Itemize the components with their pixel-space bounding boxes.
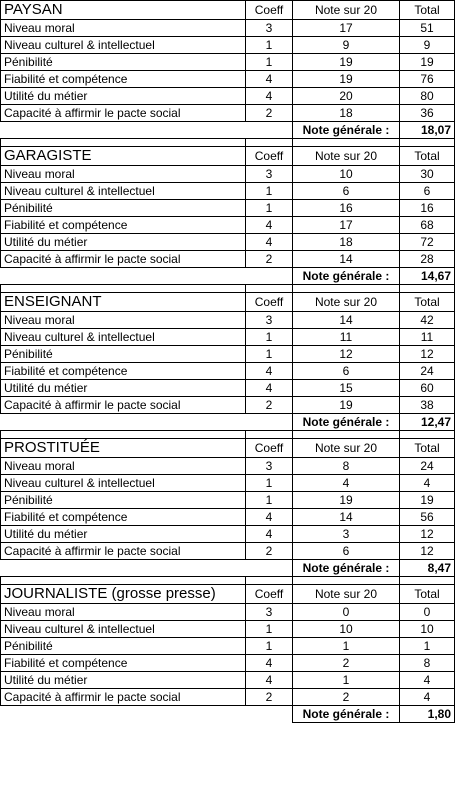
note-cell[interactable]: 1	[293, 672, 400, 689]
total-cell[interactable]: 51	[400, 20, 455, 37]
coeff-cell[interactable]: 4	[246, 217, 293, 234]
section-header-row	[1, 293, 455, 312]
total-cell[interactable]: 11	[400, 329, 455, 346]
criterion-label-cell[interactable]: Niveau culturel & intellectuel	[1, 183, 246, 200]
note-cell[interactable]: 6	[293, 183, 400, 200]
general-score-label-cell[interactable]: Note générale :	[293, 560, 400, 577]
criterion-row	[1, 492, 455, 509]
empty-cell[interactable]	[1, 414, 293, 431]
note-cell[interactable]: 14	[293, 251, 400, 268]
criterion-label-cell[interactable]: Capacité à affirmir le pacte social	[1, 397, 246, 414]
criterion-label-cell[interactable]: Fiabilité et compétence	[1, 217, 246, 234]
general-score-row	[1, 122, 455, 139]
general-score-label-cell[interactable]: Note générale :	[293, 706, 400, 723]
note-header-cell[interactable]: Note sur 20	[293, 439, 400, 458]
empty-cell[interactable]	[1, 268, 293, 285]
coeff-cell[interactable]: 1	[246, 200, 293, 217]
total-cell[interactable]: 1	[400, 638, 455, 655]
criterion-row	[1, 183, 455, 200]
section-header-row	[1, 147, 455, 166]
criterion-row	[1, 200, 455, 217]
criterion-row	[1, 458, 455, 475]
empty-cell[interactable]	[1, 706, 293, 723]
criterion-label-cell[interactable]: Utilité du métier	[1, 526, 246, 543]
total-cell[interactable]: 6	[400, 183, 455, 200]
general-score-value-cell[interactable]: 12,47	[400, 414, 455, 431]
section-title-cell[interactable]: GARAGISTE	[1, 147, 246, 166]
total-cell[interactable]: 8	[400, 655, 455, 672]
note-cell[interactable]: 6	[293, 543, 400, 560]
spacer-row	[1, 431, 455, 439]
coeff-cell[interactable]: 1	[246, 346, 293, 363]
note-cell[interactable]: 1	[293, 638, 400, 655]
criterion-label-cell[interactable]: Capacité à affirmir le pacte social	[1, 251, 246, 268]
total-cell[interactable]: 72	[400, 234, 455, 251]
coeff-cell[interactable]: 4	[246, 526, 293, 543]
empty-cell[interactable]	[1, 122, 293, 139]
criterion-label-cell[interactable]: Fiabilité et compétence	[1, 363, 246, 380]
note-cell[interactable]: 20	[293, 88, 400, 105]
criterion-row	[1, 475, 455, 492]
criterion-row	[1, 234, 455, 251]
coeff-cell[interactable]: 3	[246, 166, 293, 183]
total-cell[interactable]: 12	[400, 526, 455, 543]
coeff-cell[interactable]: 4	[246, 88, 293, 105]
criterion-label-cell[interactable]: Pénibilité	[1, 346, 246, 363]
total-cell[interactable]: 36	[400, 105, 455, 122]
criterion-row	[1, 655, 455, 672]
criterion-label-cell[interactable]: Niveau moral	[1, 166, 246, 183]
criterion-row	[1, 346, 455, 363]
criterion-label-cell[interactable]: Pénibilité	[1, 54, 246, 71]
total-header-cell[interactable]: Total	[400, 439, 455, 458]
criterion-row	[1, 105, 455, 122]
total-cell[interactable]: 9	[400, 37, 455, 54]
coeff-cell[interactable]: 4	[246, 655, 293, 672]
coeff-cell[interactable]: 4	[246, 380, 293, 397]
note-cell[interactable]: 9	[293, 37, 400, 54]
criterion-row	[1, 509, 455, 526]
general-score-value-cell[interactable]: 1,80	[400, 706, 455, 723]
criterion-label-cell[interactable]: Niveau moral	[1, 312, 246, 329]
criterion-row	[1, 621, 455, 638]
empty-cell[interactable]	[400, 577, 455, 585]
coeff-cell[interactable]: 3	[246, 20, 293, 37]
section-title-cell[interactable]: PROSTITUÉE	[1, 439, 246, 458]
criterion-row	[1, 380, 455, 397]
empty-cell[interactable]	[1, 431, 246, 439]
general-score-row	[1, 414, 455, 431]
general-score-label-cell[interactable]: Note générale :	[293, 414, 400, 431]
total-cell[interactable]: 24	[400, 458, 455, 475]
total-cell[interactable]: 24	[400, 363, 455, 380]
criterion-label-cell[interactable]: Niveau culturel & intellectuel	[1, 621, 246, 638]
section-header-row	[1, 439, 455, 458]
criterion-label-cell[interactable]: Fiabilité et compétence	[1, 509, 246, 526]
criterion-label-cell[interactable]: Niveau culturel & intellectuel	[1, 475, 246, 492]
empty-cell[interactable]	[1, 285, 246, 293]
note-header-cell[interactable]: Note sur 20	[293, 293, 400, 312]
criterion-row	[1, 312, 455, 329]
general-score-label-cell[interactable]: Note générale :	[293, 122, 400, 139]
total-cell[interactable]: 42	[400, 312, 455, 329]
note-cell[interactable]: 14	[293, 312, 400, 329]
general-score-row	[1, 560, 455, 577]
criterion-label-cell[interactable]: Utilité du métier	[1, 88, 246, 105]
criterion-label-cell[interactable]: Niveau culturel & intellectuel	[1, 37, 246, 54]
criterion-row	[1, 638, 455, 655]
total-cell[interactable]: 68	[400, 217, 455, 234]
criterion-label-cell[interactable]: Niveau culturel & intellectuel	[1, 329, 246, 346]
section-header-row	[1, 1, 455, 20]
total-cell[interactable]: 60	[400, 380, 455, 397]
criterion-row	[1, 604, 455, 621]
note-cell[interactable]: 18	[293, 234, 400, 251]
criterion-row	[1, 37, 455, 54]
coeff-header-cell[interactable]: Coeff	[246, 585, 293, 604]
criterion-label-cell[interactable]: Capacité à affirmir le pacte social	[1, 543, 246, 560]
total-cell[interactable]: 10	[400, 621, 455, 638]
total-cell[interactable]: 80	[400, 88, 455, 105]
criterion-label-cell[interactable]: Niveau moral	[1, 20, 246, 37]
coeff-cell[interactable]: 2	[246, 251, 293, 268]
empty-cell[interactable]	[246, 285, 293, 293]
criterion-row	[1, 20, 455, 37]
note-cell[interactable]: 18	[293, 105, 400, 122]
total-cell[interactable]: 19	[400, 492, 455, 509]
criterion-row	[1, 543, 455, 560]
coeff-cell[interactable]: 1	[246, 492, 293, 509]
criterion-label-cell[interactable]: Niveau moral	[1, 604, 246, 621]
note-cell[interactable]: 10	[293, 166, 400, 183]
coeff-cell[interactable]: 1	[246, 621, 293, 638]
section-title-cell[interactable]: ENSEIGNANT	[1, 293, 246, 312]
total-cell[interactable]: 19	[400, 54, 455, 71]
empty-cell[interactable]	[246, 577, 293, 585]
criterion-row	[1, 54, 455, 71]
total-cell[interactable]: 76	[400, 71, 455, 88]
coeff-header-cell[interactable]: Coeff	[246, 293, 293, 312]
note-cell[interactable]: 14	[293, 509, 400, 526]
criterion-label-cell[interactable]: Utilité du métier	[1, 234, 246, 251]
empty-cell[interactable]	[246, 431, 293, 439]
criterion-label-cell[interactable]: Capacité à affirmir le pacte social	[1, 105, 246, 122]
criterion-label-cell[interactable]: Fiabilité et compétence	[1, 655, 246, 672]
note-cell[interactable]: 15	[293, 380, 400, 397]
note-cell[interactable]: 8	[293, 458, 400, 475]
total-cell[interactable]: 28	[400, 251, 455, 268]
note-cell[interactable]: 19	[293, 71, 400, 88]
criterion-row	[1, 166, 455, 183]
criterion-row	[1, 217, 455, 234]
general-score-row	[1, 268, 455, 285]
total-header-cell[interactable]: Total	[400, 293, 455, 312]
criterion-row	[1, 329, 455, 346]
criterion-label-cell[interactable]: Pénibilité	[1, 200, 246, 217]
empty-cell[interactable]	[293, 431, 400, 439]
empty-cell[interactable]	[1, 577, 246, 585]
spacer-row	[1, 577, 455, 585]
coeff-header-cell[interactable]: Coeff	[246, 1, 293, 20]
note-cell[interactable]: 19	[293, 54, 400, 71]
spacer-row	[1, 285, 455, 293]
note-header-cell[interactable]: Note sur 20	[293, 585, 400, 604]
note-cell[interactable]: 16	[293, 200, 400, 217]
coeff-cell[interactable]: 2	[246, 397, 293, 414]
note-cell[interactable]: 2	[293, 655, 400, 672]
general-score-value-cell[interactable]: 14,67	[400, 268, 455, 285]
note-cell[interactable]: 3	[293, 526, 400, 543]
spacer-row	[1, 139, 455, 147]
coeff-cell[interactable]: 4	[246, 672, 293, 689]
note-cell[interactable]: 4	[293, 475, 400, 492]
note-header-cell[interactable]: Note sur 20	[293, 1, 400, 20]
coeff-cell[interactable]: 3	[246, 312, 293, 329]
coeff-header-cell[interactable]: Coeff	[246, 147, 293, 166]
total-cell[interactable]: 16	[400, 200, 455, 217]
coeff-cell[interactable]: 1	[246, 329, 293, 346]
criterion-row	[1, 526, 455, 543]
criterion-label-cell[interactable]: Utilité du métier	[1, 672, 246, 689]
note-cell[interactable]: 6	[293, 363, 400, 380]
criterion-row	[1, 71, 455, 88]
total-cell[interactable]: 30	[400, 166, 455, 183]
note-cell[interactable]: 19	[293, 492, 400, 509]
total-cell[interactable]: 56	[400, 509, 455, 526]
total-cell[interactable]: 4	[400, 689, 455, 706]
general-score-label-cell[interactable]: Note générale :	[293, 268, 400, 285]
total-header-cell[interactable]: Total	[400, 1, 455, 20]
note-header-cell[interactable]: Note sur 20	[293, 147, 400, 166]
empty-cell[interactable]	[400, 431, 455, 439]
criterion-row	[1, 397, 455, 414]
total-cell[interactable]: 4	[400, 672, 455, 689]
coeff-header-cell[interactable]: Coeff	[246, 439, 293, 458]
total-cell[interactable]: 38	[400, 397, 455, 414]
criterion-label-cell[interactable]: Pénibilité	[1, 638, 246, 655]
general-score-row	[1, 706, 455, 723]
coeff-cell[interactable]: 4	[246, 71, 293, 88]
section-header-row	[1, 585, 455, 604]
total-header-cell[interactable]: Total	[400, 585, 455, 604]
empty-cell[interactable]	[1, 139, 246, 147]
criterion-label-cell[interactable]: Capacité à affirmir le pacte social	[1, 689, 246, 706]
coeff-cell[interactable]: 1	[246, 638, 293, 655]
section-title-cell[interactable]: PAYSAN	[1, 1, 246, 20]
coeff-cell[interactable]: 1	[246, 54, 293, 71]
note-cell[interactable]: 2	[293, 689, 400, 706]
empty-cell[interactable]	[400, 139, 455, 147]
empty-cell[interactable]	[1, 560, 293, 577]
coeff-cell[interactable]: 4	[246, 234, 293, 251]
empty-cell[interactable]	[293, 285, 400, 293]
criterion-row	[1, 251, 455, 268]
total-cell[interactable]: 0	[400, 604, 455, 621]
total-cell[interactable]: 12	[400, 543, 455, 560]
total-header-cell[interactable]: Total	[400, 147, 455, 166]
note-cell[interactable]: 17	[293, 20, 400, 37]
general-score-value-cell[interactable]: 8,47	[400, 560, 455, 577]
criterion-row	[1, 689, 455, 706]
criterion-row	[1, 88, 455, 105]
coeff-cell[interactable]: 4	[246, 363, 293, 380]
total-cell[interactable]: 12	[400, 346, 455, 363]
criterion-row	[1, 363, 455, 380]
empty-cell[interactable]	[246, 139, 293, 147]
note-cell[interactable]: 12	[293, 346, 400, 363]
criterion-row	[1, 672, 455, 689]
coeff-cell[interactable]: 3	[246, 458, 293, 475]
criterion-label-cell[interactable]: Pénibilité	[1, 492, 246, 509]
note-cell[interactable]: 11	[293, 329, 400, 346]
empty-cell[interactable]	[293, 577, 400, 585]
empty-cell[interactable]	[293, 139, 400, 147]
coeff-cell[interactable]: 1	[246, 475, 293, 492]
note-cell[interactable]: 19	[293, 397, 400, 414]
criterion-label-cell[interactable]: Fiabilité et compétence	[1, 71, 246, 88]
total-cell[interactable]: 4	[400, 475, 455, 492]
note-cell[interactable]: 17	[293, 217, 400, 234]
coeff-cell[interactable]: 1	[246, 183, 293, 200]
empty-cell[interactable]	[400, 285, 455, 293]
coeff-cell[interactable]: 2	[246, 105, 293, 122]
coeff-cell[interactable]: 4	[246, 509, 293, 526]
coeff-cell[interactable]: 1	[246, 37, 293, 54]
note-cell[interactable]: 10	[293, 621, 400, 638]
criterion-label-cell[interactable]: Utilité du métier	[1, 380, 246, 397]
coeff-cell[interactable]: 2	[246, 543, 293, 560]
criterion-label-cell[interactable]: Niveau moral	[1, 458, 246, 475]
coeff-cell[interactable]: 3	[246, 604, 293, 621]
note-cell[interactable]: 0	[293, 604, 400, 621]
section-title-cell[interactable]: JOURNALISTE (grosse presse)	[1, 585, 246, 604]
general-score-value-cell[interactable]: 18,07	[400, 122, 455, 139]
coeff-cell[interactable]: 2	[246, 689, 293, 706]
